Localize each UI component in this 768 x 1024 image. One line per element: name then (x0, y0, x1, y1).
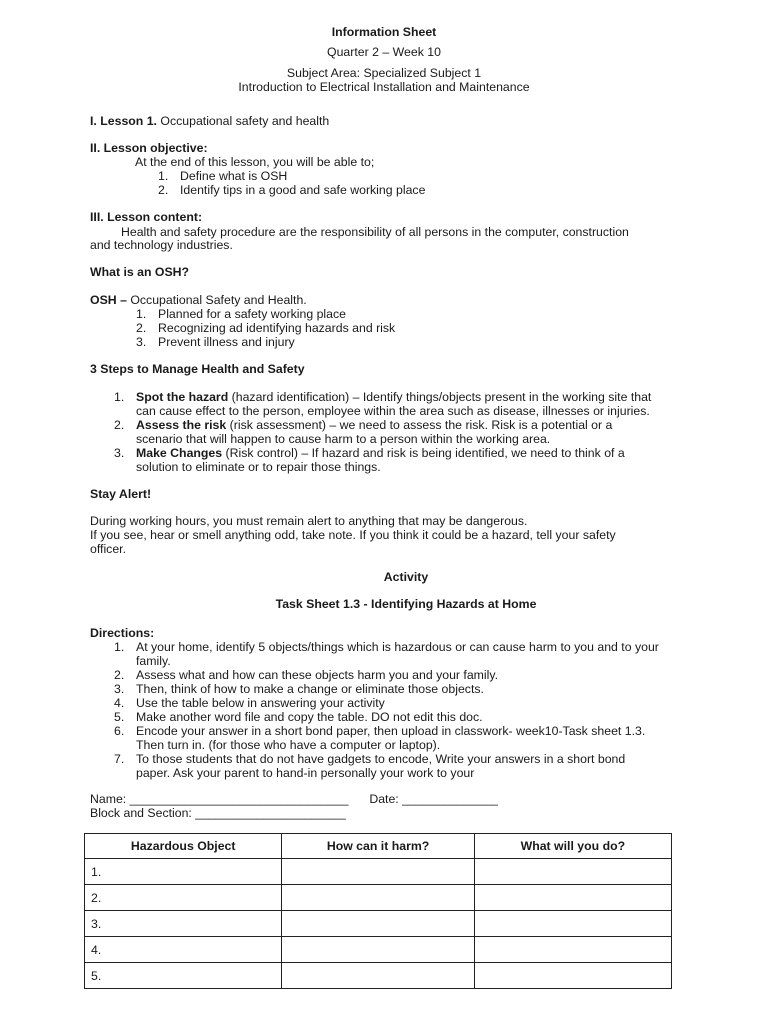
list-item: 5. Make another word file and copy the table. DO not edit this doc. (114, 710, 483, 724)
lesson-label: I. Lesson 1. (90, 114, 157, 128)
section-field[interactable]: Block and Section: ______________________ (90, 806, 346, 820)
name-field[interactable]: Name: ________________________________ (90, 792, 349, 806)
row-number: 5. (85, 963, 282, 989)
content-line-1: Health and safety procedure are the responsibility of all persons in the computer, construction (121, 225, 629, 239)
osh-list (136, 307, 395, 349)
objective-intro: At the end of this lesson, you will be able to; (135, 155, 375, 169)
row-number: 3. (85, 911, 282, 937)
directions-list (114, 640, 734, 780)
list-item: 2. Recognizing ad identifying hazards and risk (136, 321, 396, 335)
quarter-line: Quarter 2 – Week 10 (327, 45, 441, 59)
steps-heading: 3 Steps to Manage Health and Safety (90, 362, 305, 376)
list-item: 1. Define what is OSH (158, 169, 288, 183)
list-item: 2. Assess the risk (risk assessment) – we need to assess the risk. Risk is a potential or a scenario that will happen to cause harm to a person within the working area. (114, 418, 613, 446)
alert-line-3: officer. (90, 542, 127, 556)
list-item: 3. Then, think of how to make a change or eliminate those objects. (114, 682, 484, 696)
list-item: 7. To those students that do not have gadgets to encode, Write your answers in a short bond paper. Ask your parent to hand-in personally your work to your (114, 752, 626, 780)
table-header-row (85, 834, 672, 859)
alert-heading: Stay Alert! (90, 487, 152, 501)
answer-cell[interactable] (474, 911, 671, 937)
content-line-2: and technology industries. (90, 238, 233, 252)
list-item: 1. At your home, identify 5 objects/things which is hazardous or can cause harm to you and to your family. (114, 640, 659, 668)
list-item: 3. Make Changes (Risk control) – If hazard and risk is being identified, we need to think of a solution to eliminate or to repair those things. (114, 446, 625, 474)
table-row (85, 859, 672, 885)
list-item: 2. Assess what and how can these objects harm you and your family. (114, 668, 499, 682)
course-line: Introduction to Electrical Installation and Maintenance (238, 80, 530, 94)
table-row (85, 963, 672, 989)
answer-cell[interactable] (474, 885, 671, 911)
alert-line-1: During working hours, you must remain alert to anything that may be dangerous. (90, 514, 528, 528)
row-number: 2. (85, 885, 282, 911)
document-title: Information Sheet (331, 25, 437, 39)
date-field[interactable]: Date: ______________ (369, 792, 498, 806)
list-item: 2. Identify tips in a good and safe working place (158, 183, 426, 197)
list-item: 4. Use the table below in answering your activity (114, 696, 385, 710)
subject-line: Subject Area: Specialized Subject 1 (286, 66, 482, 80)
lesson-text: Occupational safety and health (160, 114, 330, 128)
list-item: 1. Planned for a safety working place (136, 307, 346, 321)
answer-cell[interactable] (282, 911, 474, 937)
answer-cell[interactable] (474, 859, 671, 885)
objective-list (158, 169, 425, 197)
osh-question: What is an OSH? (90, 265, 190, 279)
list-item: 1. Spot the hazard (hazard identification) – Identify things/objects present in the working site that can cause effect to the person, employee within the area such as disease, illnesses or injuries. (114, 390, 652, 418)
header-what-do: What will you do? (474, 834, 671, 859)
row-number: 1. (85, 859, 282, 885)
content-heading: III. Lesson content: (90, 210, 203, 224)
activity-heading: Activity (383, 570, 429, 584)
table-row (85, 911, 672, 937)
osh-label: OSH – (90, 293, 127, 307)
header-hazardous-object: Hazardous Object (85, 834, 282, 859)
answer-cell[interactable] (282, 937, 474, 963)
alert-line-2: If you see, hear or smell anything odd, take note. If you think it could be a hazard, tell your safety (90, 528, 616, 542)
answer-cell[interactable] (474, 963, 671, 989)
answer-cell[interactable] (474, 937, 671, 963)
list-item: 6. Encode your answer in a short bond paper, then upload in classwork- week10-Task sheet 1.3. Then turn in. (for those who have a computer or laptop). (114, 724, 646, 752)
steps-list (114, 390, 734, 474)
name-field-line (90, 792, 728, 806)
directions-heading: Directions: (90, 626, 155, 640)
list-item: 3. Prevent illness and injury (136, 335, 295, 349)
lesson-line (90, 114, 728, 128)
osh-definition: Occupational Safety and Health. (130, 293, 307, 307)
answer-cell[interactable] (282, 885, 474, 911)
answer-cell[interactable] (282, 963, 474, 989)
objective-heading: II. Lesson objective: (90, 141, 208, 155)
answer-cell[interactable] (282, 859, 474, 885)
row-number: 4. (85, 937, 282, 963)
table-row (85, 885, 672, 911)
header-how-harm: How can it harm? (282, 834, 474, 859)
osh-definition-line (90, 293, 728, 307)
table-row (85, 937, 672, 963)
task-heading: Task Sheet 1.3 - Identifying Hazards at Home (275, 597, 537, 611)
hazard-table (84, 833, 672, 989)
